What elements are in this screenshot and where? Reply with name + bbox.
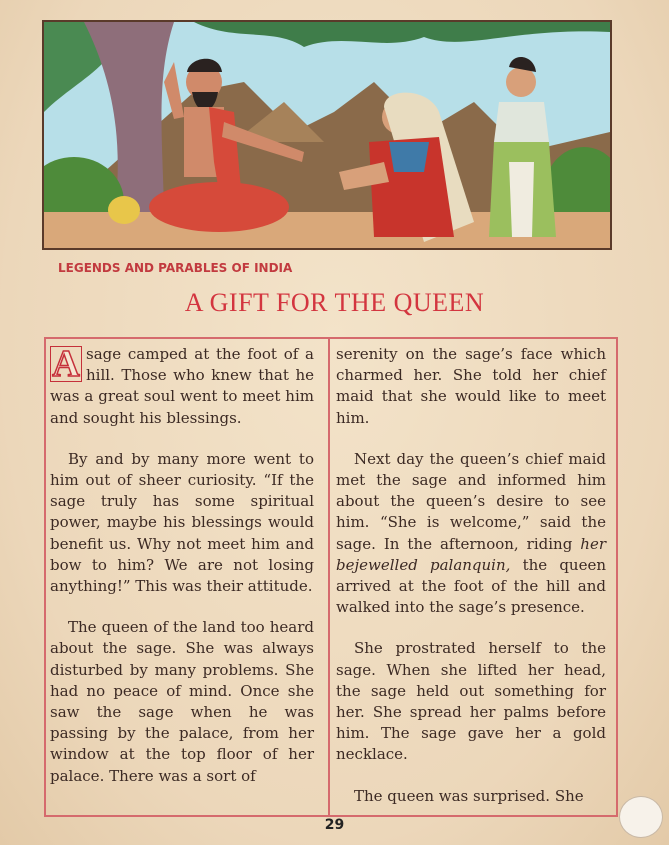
left-column	[50, 344, 314, 807]
paragraph-1-text: sage camped at the foot of a hill. Those who knew that he was a great soul went to meet him and sought his blessings.	[50, 345, 314, 427]
paragraph-5-italic: her bejewelled palanquin,	[336, 534, 606, 574]
story-illustration	[42, 20, 612, 250]
paragraph-5-text-b: the queen arrived at the foot of the hill and walked into the sage’s presence.	[336, 555, 606, 617]
paragraph-6: She prostrated herself to the sage. When she lifted her head, the sage held out something for her. She spread her palms before him. The sage gave her a gold necklace.	[336, 639, 606, 764]
paragraph-5-text-a: Next day the queen’s chief maid met the sage and informed him about the queen’s desire to see him. “She is welcome,” said the sage. In the afternoon, riding	[336, 449, 606, 553]
illustration-art	[44, 22, 610, 248]
paragraph-5	[336, 449, 606, 619]
paragraph-1	[50, 344, 314, 429]
story-title: A GIFT FOR THE QUEEN	[184, 288, 485, 317]
paragraph-2: By and by many more went to him out of sheer curiosity. “If the sage truly has some spiritual power, maybe his blessings would benefit us. Why not meet him and bow to him? We are not losing anything!” This was their attitude.	[50, 449, 314, 596]
column-divider	[328, 337, 330, 815]
dropcap-letter: A	[50, 346, 82, 382]
right-column	[336, 344, 606, 827]
page-number: 29	[324, 817, 345, 833]
series-label: LEGENDS AND PARABLES OF INDIA	[58, 261, 293, 275]
paragraph-4: serenity on the sage’s face which charmed her. She told her chief maid that she would like to meet him.	[336, 345, 606, 427]
paragraph-7: The queen was surprised. She	[354, 786, 584, 805]
library-stamp-icon	[619, 796, 663, 838]
paragraph-3: The queen of the land too heard about the sage. She was always disturbed by many problems. She had no peace of mind. Once she saw the sage when he was passing by the palace, from her window at the top floor of her palace. There was a sort of	[50, 618, 314, 785]
